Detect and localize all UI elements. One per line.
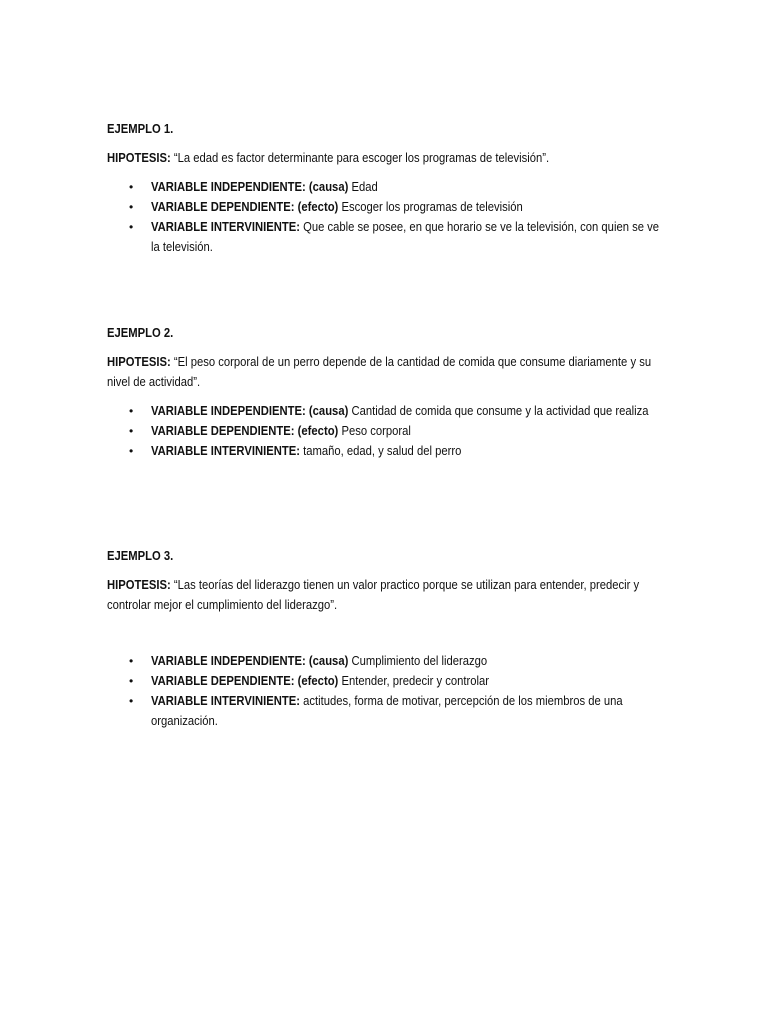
list-item [107, 671, 667, 691]
list-item [107, 691, 667, 731]
example-heading: EJEMPLO 3. [107, 549, 174, 563]
variable-list [107, 651, 667, 731]
variable-value: Escoger los programas de televisión [341, 200, 523, 214]
variable-label: VARIABLE INTERVINIENTE: [151, 694, 300, 708]
bullet-icon: • [129, 694, 134, 708]
bullet-icon: • [129, 220, 134, 234]
hypothesis-label: HIPOTESIS: [107, 151, 171, 165]
list-item [107, 177, 667, 197]
hypothesis-label: HIPOTESIS: [107, 578, 171, 592]
hypothesis [107, 575, 665, 615]
variable-label: VARIABLE INDEPENDIENTE: (causa) [151, 404, 349, 418]
variable-value: Edad [351, 180, 378, 194]
variable-value: Que cable se posee, en que horario se ve la televisión, con quien se ve la televisión. [151, 220, 659, 254]
hypothesis [107, 148, 665, 168]
variable-label: VARIABLE INDEPENDIENTE: (causa) [151, 180, 349, 194]
variable-value: Cumplimiento del liderazgo [351, 654, 488, 668]
variable-list [107, 401, 667, 461]
variable-label: VARIABLE DEPENDIENTE: (efecto) [151, 200, 339, 214]
variable-value: actitudes, forma de motivar, percepción de los miembros de una organización. [151, 694, 623, 728]
list-item [107, 401, 667, 421]
bullet-icon: • [129, 654, 134, 668]
hypothesis-label: HIPOTESIS: [107, 355, 171, 369]
bullet-icon: • [129, 180, 134, 194]
variable-label: VARIABLE DEPENDIENTE: (efecto) [151, 674, 339, 688]
hypothesis-text: “La edad es factor determinante para escoger los programas de televisión”. [173, 151, 550, 165]
variable-label: VARIABLE INTERVINIENTE: [151, 220, 300, 234]
variable-value: Entender, predecir y controlar [341, 674, 490, 688]
bullet-icon: • [129, 674, 134, 688]
variable-label: VARIABLE INDEPENDIENTE: (causa) [151, 654, 349, 668]
bullet-icon: • [129, 404, 134, 418]
hypothesis-text: “Las teorías del liderazgo tienen un valor practico porque se utilizan para entender, predecir y controlar mejor el cumplimiento del liderazgo”. [107, 578, 640, 612]
list-item [107, 651, 667, 671]
hypothesis [107, 352, 665, 392]
variable-value: Cantidad de comida que consume y la actividad que realiza [351, 404, 649, 418]
list-item [107, 441, 667, 461]
example-2 [107, 323, 667, 461]
example-3 [107, 546, 667, 731]
bullet-icon: • [129, 200, 134, 214]
example-heading: EJEMPLO 1. [107, 122, 174, 136]
hypothesis-text: “El peso corporal de un perro depende de la cantidad de comida que consume diariamente y su nivel de actividad”. [107, 355, 652, 389]
list-item [107, 197, 667, 217]
variable-label: VARIABLE DEPENDIENTE: (efecto) [151, 424, 339, 438]
example-1 [107, 119, 667, 257]
example-heading: EJEMPLO 2. [107, 326, 174, 340]
list-item [107, 217, 667, 257]
bullet-icon: • [129, 444, 134, 458]
variable-list [107, 177, 667, 257]
variable-label: VARIABLE INTERVINIENTE: [151, 444, 300, 458]
variable-value: tamaño, edad, y salud del perro [303, 444, 462, 458]
list-item [107, 421, 667, 441]
bullet-icon: • [129, 424, 134, 438]
variable-value: Peso corporal [341, 424, 411, 438]
